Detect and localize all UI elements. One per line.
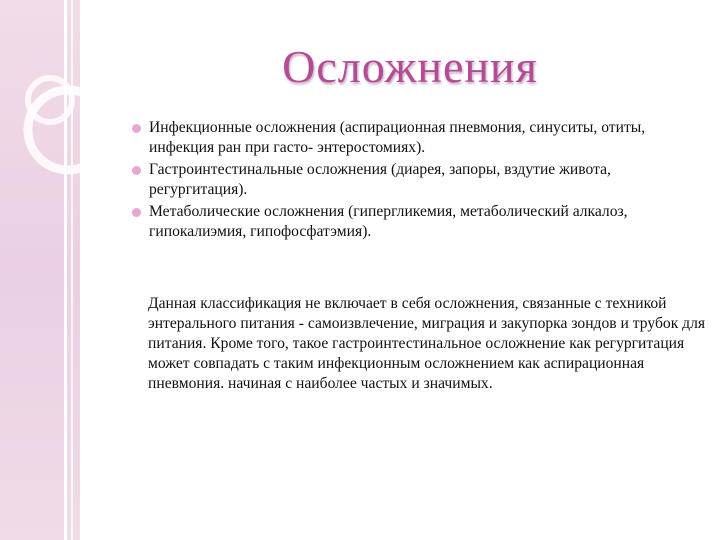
bullet-dot-icon <box>132 166 141 175</box>
bullet-dot-icon <box>132 124 141 133</box>
bullet-list <box>132 118 702 244</box>
bullet-dot-icon <box>132 208 141 217</box>
bullet-item <box>132 118 702 158</box>
bullet-text: Метаболические осложнения (гипергликемия, метаболический алкалоз, гипокалиэмия, гипофосфатэмия). <box>149 203 628 240</box>
bullet-item <box>132 160 702 200</box>
classification-note: Данная классификация не включает в себя осложнения, связанные с техникой энтерального питания - самоизвлечение, миграция и закупорка зондов и трубок для питания. Кроме того, такое гастроинтестинальное осложнение как регургитация может совпадать с таким инфекционным осложнением как аспирационная пневмония. начиная с наиболее частых и значимых. <box>148 295 706 392</box>
decorative-ring <box>28 78 72 122</box>
bullet-item <box>132 202 702 242</box>
decorative-ring <box>28 90 108 170</box>
bullet-text: Гастроинтестинальные осложнения (диарея, запоры, вздутие живота, регургитация). <box>149 161 611 198</box>
decorative-rings <box>0 0 140 540</box>
bullet-text: Инфекционные осложнения (аспирационная пневмония, синуситы, отиты, инфекция ран при гасто- энтеростомиях). <box>149 119 646 156</box>
slide-title: Осложнения <box>282 41 538 92</box>
